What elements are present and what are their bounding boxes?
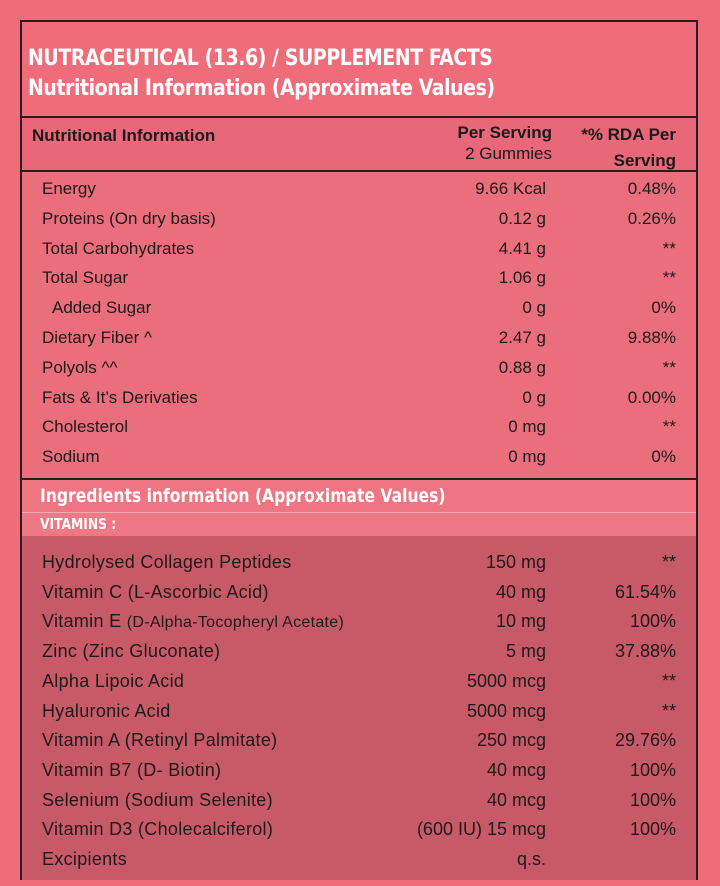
table-row <box>22 443 696 473</box>
row-rda: 29.76% <box>614 730 676 751</box>
row-value: 0.12 g <box>498 208 546 228</box>
row-rda: 9.88% <box>627 328 676 347</box>
table-row <box>22 578 696 608</box>
row-value: 5 mg <box>505 641 546 662</box>
row-name-text: Vitamin D3 (Cholecalciferol) <box>42 819 274 840</box>
row-name-text: Selenium (Sodium Selenite) <box>42 789 273 810</box>
row-value: (600 IU) 15 mcg <box>416 819 546 840</box>
row-value: 5000 mcg <box>466 670 546 691</box>
row-rda: ** <box>661 670 676 691</box>
row-rda: 0.00% <box>627 387 676 407</box>
vitamins-heading <box>22 512 696 536</box>
row-value: 0 mg <box>508 417 546 437</box>
row-value: 0 g <box>522 298 546 318</box>
row-name <box>42 552 292 573</box>
row-name-text: Total Sugar <box>42 268 128 288</box>
row-name <box>42 790 273 811</box>
row-name <box>42 328 152 348</box>
row-name-text: Polyols ^^ <box>42 357 118 377</box>
table-row <box>22 175 696 205</box>
row-value: 250 mcg <box>476 730 546 751</box>
row-name-text: Hydrolysed Collagen Peptides <box>42 552 292 572</box>
row-value: q.s. <box>516 849 546 869</box>
row-rda: 0% <box>651 298 676 318</box>
row-rda: ** <box>662 238 676 258</box>
row-name-text: Vitamin A (Retinyl Palmitate) <box>42 730 278 751</box>
row-value: 40 mcg <box>486 789 546 810</box>
row-name <box>42 760 221 781</box>
ingredient-rows <box>22 536 696 880</box>
table-row <box>22 756 696 786</box>
row-name-text: Vitamin E <box>42 611 122 632</box>
table-row <box>22 384 696 414</box>
row-value: 40 mg <box>495 581 546 602</box>
column-header-row <box>22 118 696 172</box>
row-value: 4.41 g <box>498 238 546 258</box>
row-name-text: Zinc (Zinc Gluconate) <box>42 641 221 662</box>
row-name <box>42 582 269 603</box>
row-value: 40 mcg <box>486 759 546 780</box>
facts-header <box>22 22 696 118</box>
row-name <box>42 611 344 632</box>
row-name-text: Alpha Lipoic Acid <box>42 670 185 691</box>
row-value: 150 mg <box>485 552 546 572</box>
table-row <box>22 324 696 354</box>
row-rda: 0% <box>651 447 676 467</box>
table-row <box>22 667 696 697</box>
row-value: 0 g <box>522 387 546 407</box>
row-name-text: Sodium <box>42 447 100 467</box>
vitamins-heading-text: VITAMINS : <box>40 515 117 533</box>
row-value: 9.66 Kcal <box>475 179 546 198</box>
row-value: 5000 mcg <box>466 700 546 721</box>
row-rda: 0.48% <box>627 179 676 198</box>
column-header-serving-label: Per Serving <box>457 123 552 142</box>
nutrition-rows <box>22 172 696 478</box>
facts-title: NUTRACEUTICAL (13.6) / SUPPLEMENT FACTS <box>28 46 493 71</box>
row-name <box>42 641 220 662</box>
supplement-facts-panel <box>20 20 698 880</box>
table-row <box>22 786 696 816</box>
column-header-serving-sub: 2 Gummies <box>465 144 552 163</box>
table-row <box>22 264 696 294</box>
row-name <box>42 730 277 751</box>
row-name <box>42 701 171 722</box>
row-value: 1.06 g <box>498 268 546 288</box>
table-row <box>22 235 696 265</box>
table-row <box>22 845 696 875</box>
row-name-text: Hyaluronic Acid <box>42 700 171 721</box>
row-name-text: Added Sugar <box>52 298 152 318</box>
row-name <box>42 388 198 408</box>
table-row <box>22 548 696 578</box>
facts-subtitle: Nutritional Information (Approximate Values) <box>28 76 495 101</box>
table-row <box>22 205 696 235</box>
row-name <box>42 671 184 692</box>
row-name-text: Cholesterol <box>42 417 128 437</box>
row-value: 2.47 g <box>498 328 546 347</box>
ingredients-heading-text: Ingredients information (Approximate Values) <box>40 485 446 507</box>
row-name-text: Energy <box>42 179 96 198</box>
row-value: 10 mg <box>495 611 546 632</box>
row-rda: ** <box>662 268 676 288</box>
ingredients-heading <box>22 478 696 512</box>
table-row <box>22 815 696 845</box>
row-name-text: Total Carbohydrates <box>42 238 195 258</box>
row-name <box>42 268 128 288</box>
row-name <box>42 447 100 467</box>
row-rda: 100% <box>629 759 676 780</box>
row-name-text: Proteins (On dry basis) <box>42 208 216 228</box>
table-row <box>22 637 696 667</box>
row-rda: 0.26% <box>627 208 676 228</box>
table-row <box>22 413 696 443</box>
table-row <box>22 607 696 637</box>
row-name-text: Vitamin B7 (D- Biotin) <box>42 759 222 780</box>
row-rda: ** <box>662 357 676 377</box>
table-row <box>22 354 696 384</box>
row-name <box>42 358 117 378</box>
row-name-text: Excipients <box>42 849 128 869</box>
row-name <box>42 417 128 437</box>
row-name <box>42 209 216 229</box>
column-header-name: Nutritional Information <box>32 126 216 145</box>
row-rda: 61.54% <box>614 581 676 602</box>
row-name <box>42 819 273 840</box>
row-name-text: Fats & It’s Derivaties <box>42 387 198 407</box>
row-rda: ** <box>661 700 676 721</box>
table-row <box>22 697 696 727</box>
row-rda: 37.88% <box>614 641 676 662</box>
row-name <box>42 179 96 199</box>
row-name-text: Dietary Fiber ^ <box>42 328 153 347</box>
row-rda: ** <box>661 552 676 572</box>
row-name-detail: (D-Alpha-Tocopheryl Acetate) <box>126 614 345 632</box>
row-value: 0.88 g <box>498 357 546 377</box>
row-name-text: Vitamin C (L-Ascorbic Acid) <box>42 581 269 602</box>
column-header-serving <box>402 122 552 164</box>
row-rda: 100% <box>629 819 676 840</box>
table-row <box>22 294 696 324</box>
row-rda: 100% <box>629 611 676 632</box>
row-name <box>52 298 151 318</box>
row-rda: ** <box>662 417 676 437</box>
row-value: 0 mg <box>508 447 546 467</box>
row-rda: 100% <box>629 789 676 810</box>
row-name <box>42 849 127 870</box>
column-header-rda: *% RDA Per Serving <box>581 125 676 170</box>
row-name <box>42 239 194 259</box>
table-row <box>22 726 696 756</box>
